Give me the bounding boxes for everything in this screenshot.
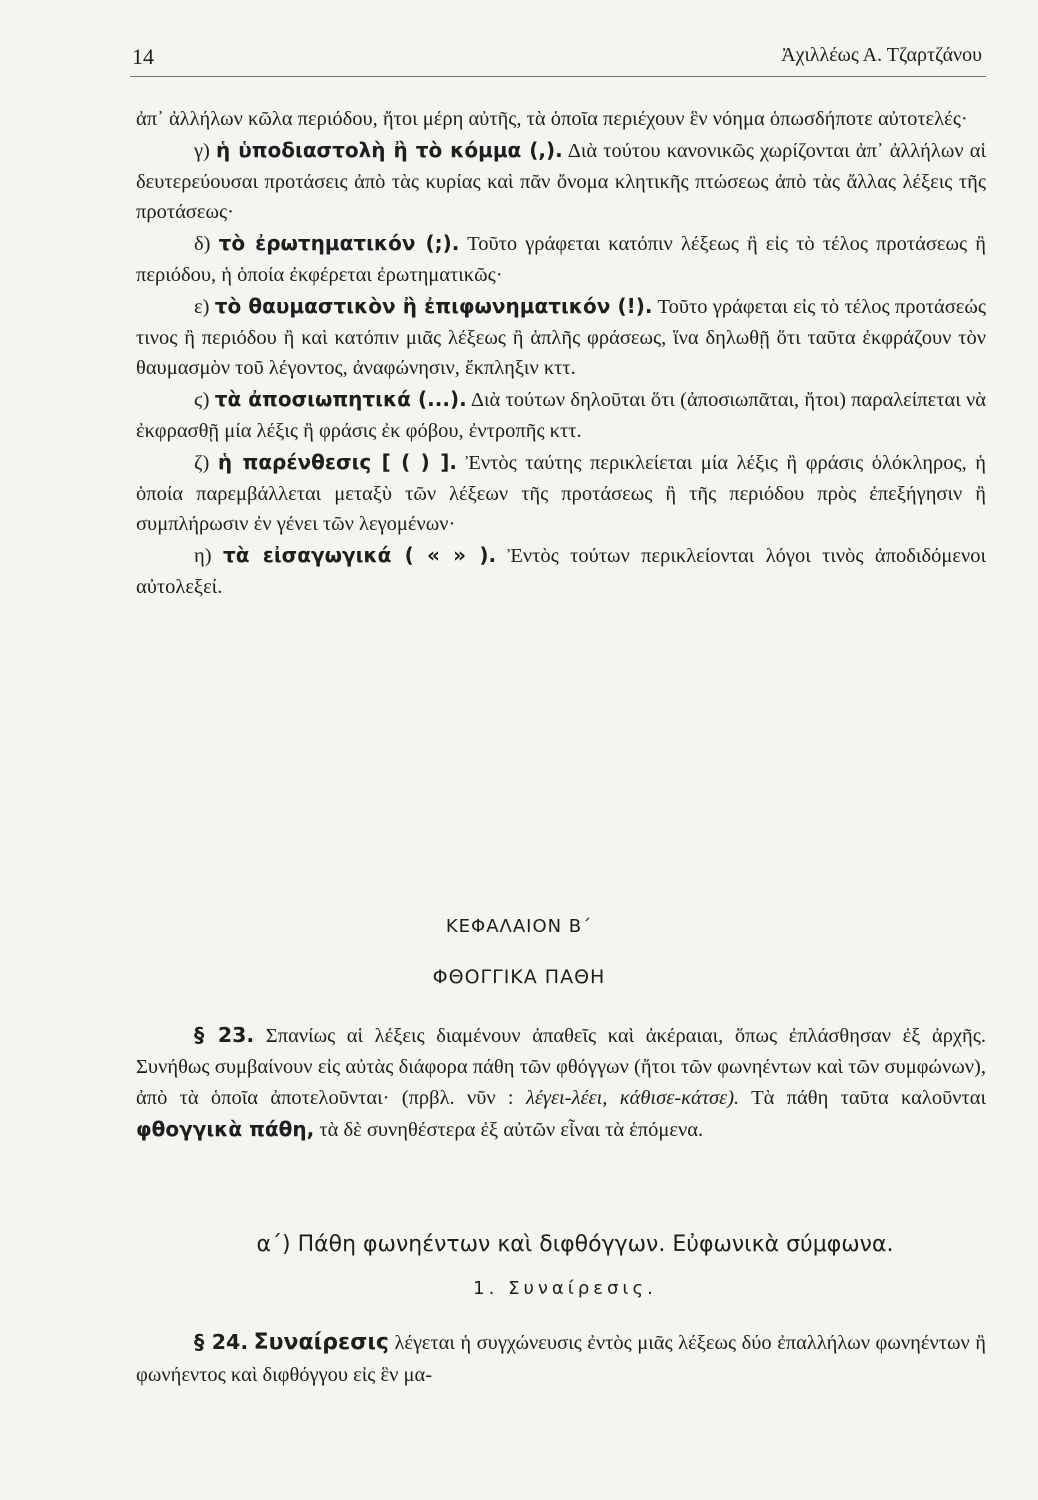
- section-23: [136, 1020, 986, 1146]
- section-24-paragraph: [136, 1326, 986, 1391]
- item-letter: γ): [194, 139, 217, 162]
- item-letter: δ): [194, 233, 219, 256]
- term-heading: τὰ εἰσαγωγικά ( « » ).: [222, 543, 497, 568]
- paragraph-text: Τοῦτο γράφεται κατόπιν λέξεως ἢ εἰς τὸ τέλος προτάσεως ἢ περιόδου, ἡ ὁποία ἐκφέρεται ἐρωτηματικῶς·: [136, 233, 986, 286]
- term-heading: ἡ παρένθεσις [ ( ) ].: [217, 449, 457, 474]
- term-heading: ἡ ὑποδιαστολὴ ἢ τὸ κόμμα (,).: [216, 137, 563, 162]
- paragraph-text: Διὰ τούτου κανονικῶς χωρίζονται ἀπ᾽ ἀλλήλων αἱ δευτερεύουσαι προτάσεις ἀπὸ τὰς κυρίας καὶ πᾶν ὄνομα κλητικῆς πτώσεως ἀπὸ τὰς ἄλλας λέξεις τῆς προτάσεως·: [136, 139, 986, 224]
- term-heading: τὰ ἀποσιωπητικά (...).: [214, 387, 467, 412]
- running-head: Ἀχιλλέως Α. Τζαρτζάνου: [781, 44, 982, 66]
- chapter-title: ΦΘΟΓΓΙΚΑ ΠΑΘΗ: [432, 966, 606, 988]
- paragraph-parenthesis: [136, 447, 986, 540]
- paragraph-text: τὰ δὲ συνηθέστερα ἐξ αὐτῶν εἶναι τὰ ἑπόμενα.: [314, 1119, 704, 1141]
- paragraph-text: Ἐντὸς ταύτης περικλείεται μία λέξις ἢ φράσις ὁλόκληρος, ἡ ὁποία παρεμβάλλεται μεταξὺ τῶν λέξεων τῆς προτάσεως ἢ τῆς περιόδου πρὸς ἐπεξήγησιν ἢ συμπλήρωσιν ἐν γένει τῶν λεγομένων·: [136, 451, 986, 536]
- paragraph-text: Σπανίως αἱ λέξεις διαμένουν ἀπαθεῖς καὶ ἀκέραιαι, ὅπως ἐπλάσθησαν ἐξ ἀρχῆς. Συνήθως συμβαίνουν εἰς αὐτὰς διάφορα πάθη τῶν φθόγγων (ἤτοι τῶν φωνηέντων καὶ τῶν συμφώνων), ἀπὸ τὰ ὁποῖα ἀποτελοῦνται· (πρβλ. νῦν :: [136, 1025, 986, 1109]
- term-heading: τὸ θαυμαστικὸν ἢ ἐπιφωνηματικόν (!).: [214, 293, 653, 318]
- item-letter: η): [194, 545, 223, 568]
- paragraph-text: Ἐντὸς τούτων περικλείονται λόγοι τινὸς ἀποδιδόμενοι αὐτολεξεί.: [136, 545, 986, 598]
- header-rule: [130, 76, 986, 77]
- paragraph-text: Τοῦτο γράφεται εἰς τὸ τέλος προτάσεώς τινος ἢ περιόδου ἢ καὶ κατόπιν μιᾶς λέξεως ἢ ἁπλῆς φράσεως, ἵνα δηλωθῇ ὅτι ταῦτα ἐκφράζουν τὸν θαυμασμὸν τοῦ λέγοντος, ἀναφώνησιν, ἔκπληξιν κττ.: [136, 295, 986, 380]
- paragraph-text: λέγεται ἡ συγχώνευσις ἐντὸς μιᾶς λέξεως δύο ἐπαλλήλων φωνηέντων ἢ φωνήεντος καὶ διφθόγγου εἰς ἓν μα-: [136, 1332, 986, 1386]
- item-letter: ε): [194, 295, 215, 318]
- term-heading: τὸ ἐρωτηματικόν (;).: [218, 231, 460, 256]
- chapter-label: ΚΕΦΑΛΑΙΟΝ Β΄: [445, 916, 593, 937]
- example-words: λέγει-λέει, κάθισε-κάτσε).: [525, 1087, 740, 1109]
- term-heading: φθογγικὰ πάθη,: [136, 1117, 315, 1141]
- section-24: [136, 1326, 986, 1391]
- term-heading: Συναίρεσις: [253, 1330, 389, 1355]
- section-number: § 24.: [194, 1330, 249, 1354]
- section-number: § 23.: [194, 1023, 255, 1047]
- paragraph-text: ἀπ᾽ ἀλλήλων κῶλα περιόδου, ἤτοι μέρη αὐτῆς, τὰ ὁποῖα περιέχουν ἓν νόημα ὁπωσδήποτε αὐτοτελές·: [136, 108, 968, 130]
- paragraph-exclamation: [136, 291, 986, 384]
- paragraph-text: Διὰ τούτων δηλοῦται ὅτι (ἀποσιωπᾶται, ἤτοι) παραλείπεται νὰ ἐκφρασθῇ μία λέξις ἢ φράσις ἐκ φόβου, ἐντροπῆς κττ.: [136, 389, 987, 442]
- punctuation-section: [136, 104, 986, 603]
- paragraph-continuation: [136, 104, 986, 135]
- subheading: α΄) Πάθη φωνηέντων καὶ διφθόγγων. Εὐφωνικὰ σύμφωνα.: [256, 1232, 894, 1257]
- item-letter: ϛ): [194, 389, 215, 412]
- item-letter: ζ): [194, 451, 218, 474]
- paragraph-ellipsis: [136, 384, 986, 447]
- paragraph-comma: [136, 135, 986, 228]
- paragraph-question-mark: [136, 228, 986, 291]
- subsection-title: 1. Συναίρεσις.: [473, 1278, 657, 1299]
- page-header: [132, 42, 982, 78]
- paragraph-quotes: [136, 540, 986, 603]
- section-23-paragraph: [136, 1020, 986, 1146]
- paragraph-text: Τὰ πάθη ταῦτα καλοῦνται: [739, 1087, 987, 1109]
- page-number: 14: [132, 44, 154, 69]
